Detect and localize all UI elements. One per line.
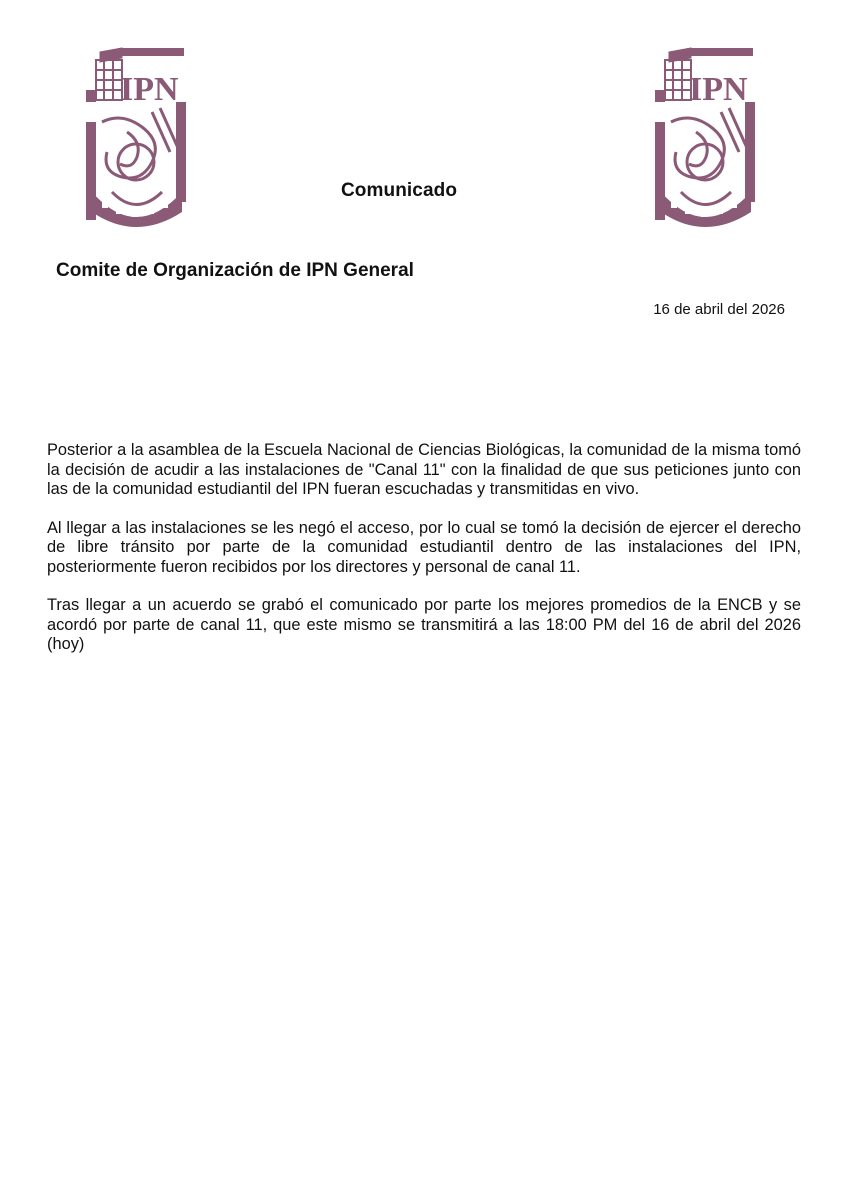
document-body	[47, 441, 801, 674]
body-paragraph-3: Tras llegar a un acuerdo se grabó el comunicado por parte los mejores promedios de la ENCB y se acordó por parte de canal 11, que este mismo se transmitirá a las 18:00 PM del 16 de abril del 2026 (hoy)	[47, 596, 801, 653]
body-paragraph-2: Al llegar a las instalaciones se les negó el acceso, por lo cual se tomó la decisión de ejercer el derecho de libre tránsito por parte de la comunidad estudiantil dentro de las instalaciones del IPN, posteriormente fueron recibidos por los directores y personal de canal 11.	[47, 518, 801, 576]
svg-text:IPN: IPN	[120, 71, 179, 108]
document-subtitle: Comite de Organización de IPN General	[56, 260, 414, 281]
document-title: Comunicado	[340, 180, 458, 201]
svg-text:IPN: IPN	[689, 71, 748, 108]
body-paragraph-1: Posterior a la asamblea de la Escuela Nacional de Ciencias Biológicas, la comunidad de la misma tomó la decisión de acudir a las instalaciones de "Canal 11" con la finalidad de que sus peticiones junto con las de la comunidad estudiantil del IPN fueran escuchadas y transmitidas en vivo.	[47, 441, 801, 498]
document-date: 16 de abril del 2026	[653, 301, 785, 318]
